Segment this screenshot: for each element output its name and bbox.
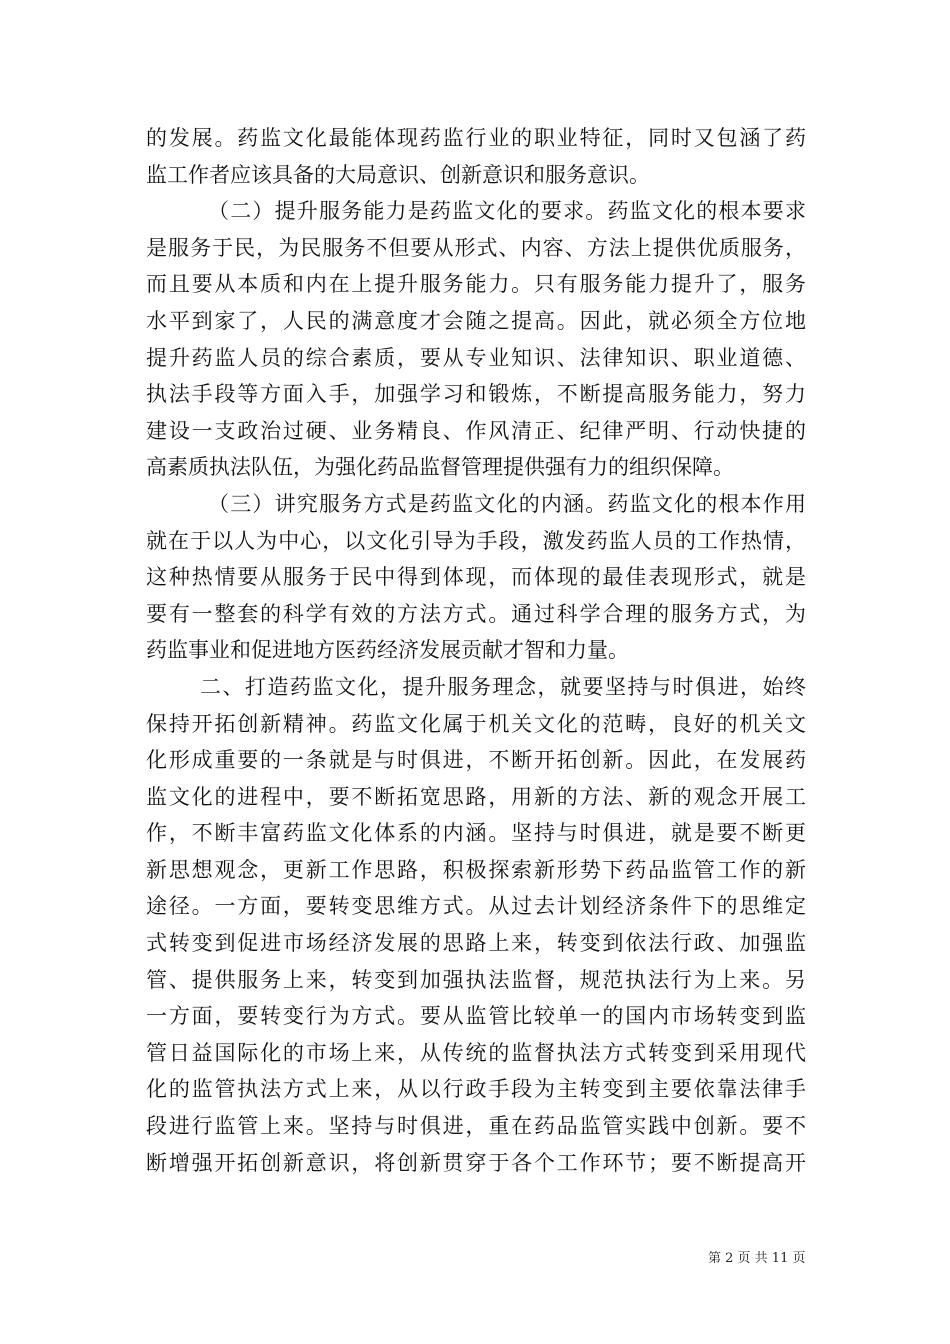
text-line: 药监事业和促进地方医药经济发展贡献才智和力量。 [146, 638, 629, 663]
text-line: 是服务于民，为民服务不但要从形式、内容、方法上提供优质服务， [146, 235, 806, 260]
text-line: 执法手段等方面入手，加强学习和锻炼，不断提高服务能力，努力 [146, 382, 806, 407]
text-line: 管日益国际化的市场上来，从传统的监督执法方式转变到采用现代 [146, 1040, 806, 1065]
text-line: 高素质执法队伍，为强化药品监督管理提供强有力的组织保障。 [146, 455, 734, 480]
text-line: 式转变到促进市场经济发展的思路上来，转变到依法行政、加强监 [146, 931, 806, 956]
text-line: 建设一支政治过硬、业务精良、作风清正、纪律严明、行动快捷的 [146, 418, 806, 443]
text-line: 保持开拓创新精神。药监文化属于机关文化的范畴，良好的机关文 [146, 711, 806, 736]
text-line: 水平到家了，人民的满意度才会随之提高。因此，就必须全方位地 [146, 308, 806, 333]
text-line: 而且要从本质和内在上提升服务能力。只有服务能力提升了，服务 [146, 272, 806, 297]
text-line: 提升药监人员的综合素质，要从专业知识、法律知识、职业道德、 [146, 345, 806, 370]
text-line: 断增强开拓创新意识，将创新贯穿于各个工作环节；要不断提高开 [146, 1150, 806, 1175]
text-line: （二）提升服务能力是药监文化的要求。药监文化的根本要求 [208, 199, 806, 224]
text-line: 这种热情要从服务于民中得到体现，而体现的最佳表现形式，就是 [146, 565, 806, 590]
text-line: 要有一整套的科学有效的方法方式。通过科学合理的服务方式，为 [146, 601, 806, 626]
text-line: 二、打造药监文化，提升服务理念，就要坚持与时俱进，始终 [200, 674, 806, 699]
text-line: 就在于以人为中心，以文化引导为手段，激发药监人员的工作热情， [146, 528, 806, 553]
text-line: 管、提供服务上来，转变到加强执法监督，规范执法行为上来。另 [146, 967, 806, 992]
text-line: 作，不断丰富药监文化体系的内涵。坚持与时俱进，就是要不断更 [146, 821, 806, 846]
text-line: 的发展。药监文化最能体现药监行业的职业特征，同时又包涵了药 [146, 126, 806, 150]
page-number: 第 2 页 共 11 页 [708, 1251, 806, 1266]
text-line: 监文化的进程中，要不断拓宽思路，用新的方法、新的观念开展工 [146, 784, 806, 809]
text-line: 化形成重要的一条就是与时俱进，不断开拓创新。因此，在发展药 [146, 748, 806, 773]
text-line: 化的监管执法方式上来，从以行政手段为主转变到主要依靠法律手 [146, 1077, 806, 1102]
text-line: 段进行监管上来。坚持与时俱进，重在药品监管实践中创新。要不 [146, 1114, 806, 1139]
text-line: 新思想观念，更新工作思路，积极探索新形势下药品监管工作的新 [146, 857, 806, 882]
text-line: 监工作者应该具备的大局意识、创新意识和服务意识。 [146, 162, 650, 187]
document-body [146, 120, 806, 1181]
text-line: 途径。一方面，要转变思维方式。从过去计划经济条件下的思维定 [146, 894, 806, 919]
text-line: 一方面，要转变行为方式。要从监管比较单一的国内市场转变到监 [146, 1004, 806, 1029]
text-line: （三）讲究服务方式是药监文化的内涵。药监文化的根本作用 [208, 491, 806, 516]
